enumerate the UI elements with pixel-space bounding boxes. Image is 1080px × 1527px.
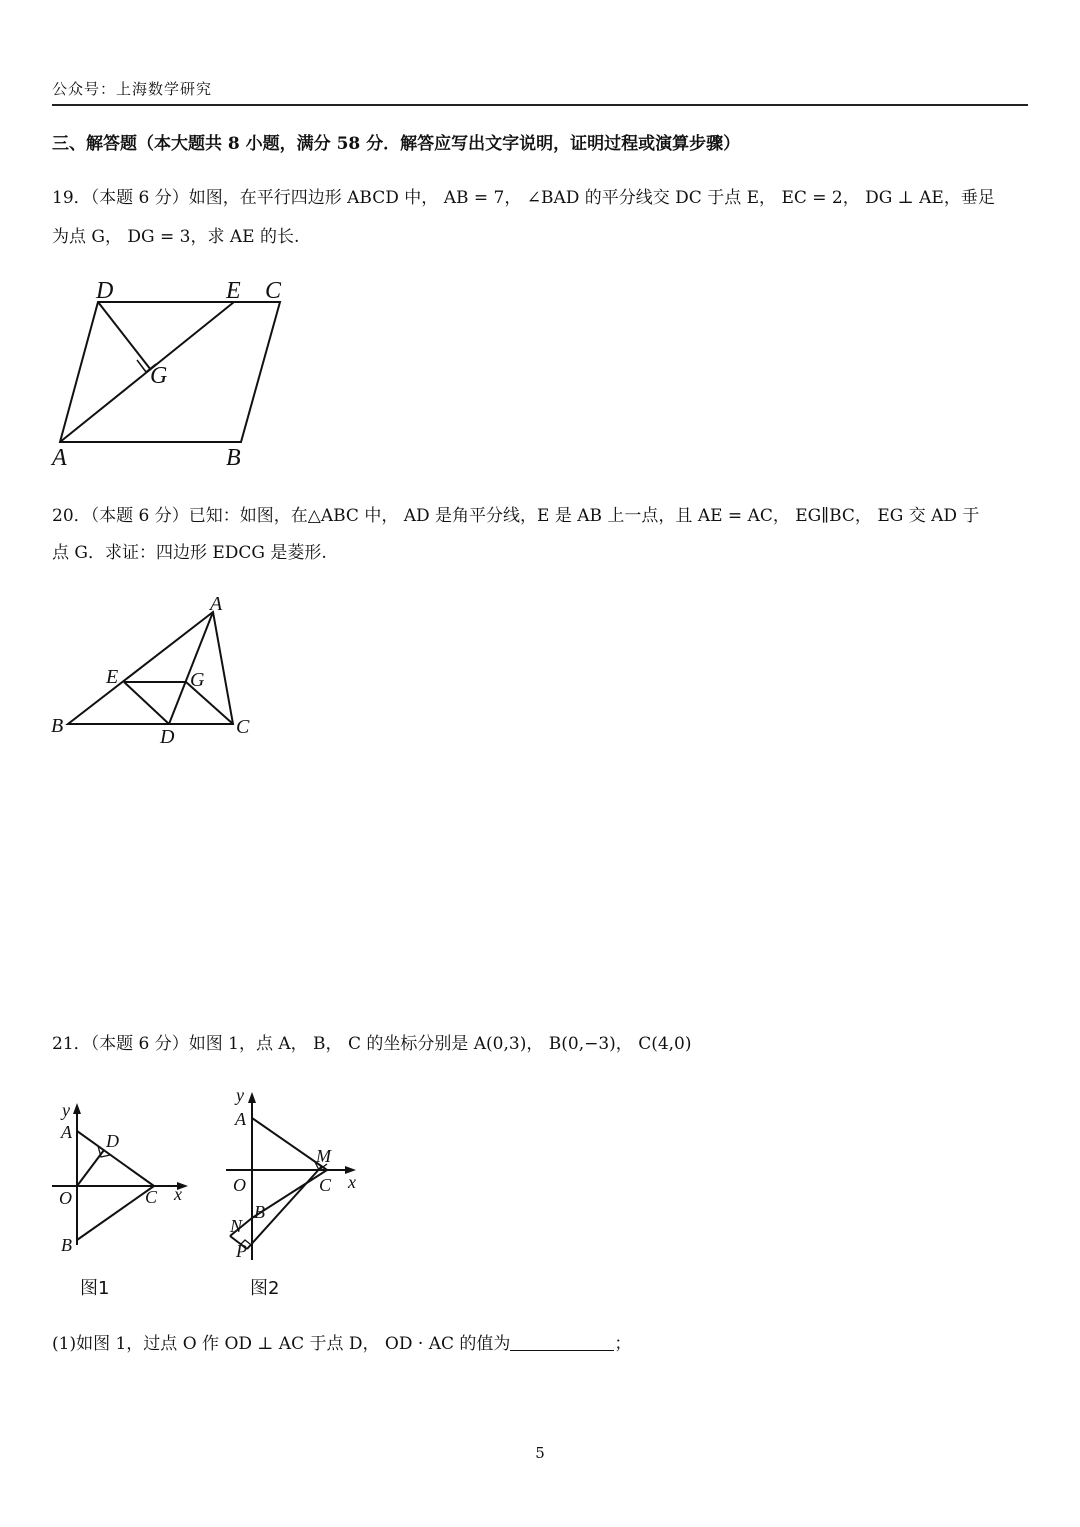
label-e: E bbox=[106, 666, 119, 688]
label-o: O bbox=[233, 1175, 246, 1195]
label-o: O bbox=[59, 1188, 72, 1208]
label-b: B bbox=[51, 715, 64, 737]
label-g: G bbox=[150, 363, 168, 389]
label-p: P bbox=[236, 1241, 247, 1261]
label-x: x bbox=[174, 1184, 182, 1204]
label-e: E bbox=[226, 278, 241, 304]
q20-line-2: 点 G．求证：四边形 EDCG 是菱形. bbox=[52, 543, 327, 563]
page-number: 5 bbox=[535, 1444, 545, 1462]
label-c: C bbox=[236, 716, 250, 738]
label-a: A bbox=[61, 1122, 72, 1142]
q19-line-2: 为点 G， DG = 3，求 AE 的长. bbox=[52, 227, 300, 247]
label-y: y bbox=[62, 1100, 70, 1120]
label-b: B bbox=[61, 1235, 72, 1255]
label-c: C bbox=[265, 278, 282, 304]
q21-part-1 bbox=[52, 1332, 1032, 1356]
label-d: D bbox=[96, 278, 114, 304]
label-b: B bbox=[254, 1202, 265, 1222]
label-c: C bbox=[319, 1175, 332, 1195]
q21-line-1: 21．（本题 6 分）如图 1，点 A， B， C 的坐标分别是 A(0,3)， B(0,−3)， C(4,0) bbox=[52, 1034, 692, 1054]
label-x: x bbox=[348, 1172, 356, 1192]
label-d: D bbox=[160, 726, 175, 748]
q21-part-1-text: (1)如图 1，过点 O 作 OD ⊥ AC 于点 D， OD · AC 的值为 bbox=[52, 1334, 511, 1354]
label-a: A bbox=[210, 593, 223, 615]
q19-line-1: 19．（本题 6 分）如图，在平行四边形 ABCD 中， AB = 7， ∠BAD 的平分线交 DC 于点 E， EC = 2， DG ⊥ AE，垂足 bbox=[52, 188, 995, 208]
label-y: y bbox=[236, 1085, 244, 1105]
answer-blank[interactable] bbox=[510, 1332, 614, 1351]
label-a: A bbox=[52, 445, 67, 471]
header-text: 公众号：上海数学研究 bbox=[52, 80, 213, 98]
label-b: B bbox=[226, 445, 241, 471]
label-m: M bbox=[316, 1146, 331, 1166]
label-g: G bbox=[190, 669, 205, 691]
label-n: N bbox=[230, 1216, 243, 1236]
caption-figure-2: 图2 bbox=[250, 1278, 280, 1299]
y-axis-arrow bbox=[248, 1092, 256, 1103]
section-title: 三、解答题（本大题共 8 小题，满分 58 分．解答应写出文字说明，证明过程或演算步骤） bbox=[52, 134, 741, 154]
label-d: D bbox=[106, 1131, 119, 1151]
q21-part-1-end: ； bbox=[614, 1334, 632, 1354]
q20-line-1: 20．（本题 6 分）已知：如图，在△ABC 中， AD 是角平分线，E 是 AB 上一点，且 AE = AC， EG∥BC， EG 交 AD 于 bbox=[52, 506, 980, 526]
caption-figure-1: 图1 bbox=[80, 1278, 110, 1299]
label-c: C bbox=[145, 1187, 158, 1207]
label-a: A bbox=[235, 1109, 246, 1129]
